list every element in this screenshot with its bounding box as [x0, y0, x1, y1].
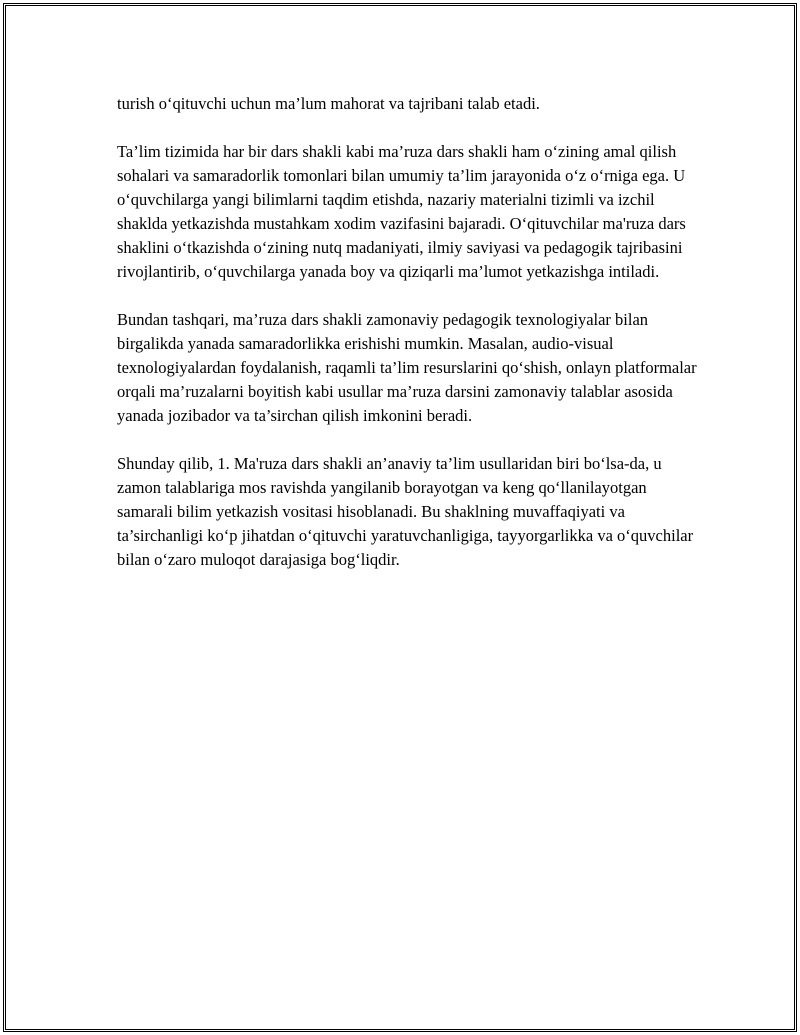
paragraph-continuation: turish o‘qituvchi uchun ma’lum mahorat va tajribani talab etadi. [117, 94, 540, 113]
paragraph-lecture-role: Ta’lim tizimida har bir dars shakli kabi ma’ruza dars shakli ham o‘zining amal qilish sohalari va samaradorlik tomonlari bilan umumiy ta’lim jarayonida o‘z o‘rniga ega. U o‘quvchilarga yangi bilimlarni taqdim etishda, nazariy materialni tizimli va izchil shaklda yetkazishda mustahkam xodim vazifasini bajaradi. O‘qituvchilar ma'ruza dars shaklini o‘tkazishda o‘zining nutq madaniyati, ilmiy saviyasi va pedagogik tajribasini rivojlantirib, o‘quvchilarga yanada boy va qiziqarli ma’lumot yetkazishga intiladi. [117, 142, 686, 281]
paragraph-modern-technologies: Bundan tashqari, ma’ruza dars shakli zamonaviy pedagogik texnologiyalar bilan birgalikda yanada samaradorlikka erishishi mumkin. Masalan, audio-visual texnologiyalardan foydalanish, raqamli ta’lim resurslarini qo‘shish, onlayn platformalar orqali ma’ruzalarni boyitish kabi usullar ma’ruza darsini zamonaviy talablar asosida yanada jozibador va ta’sirchan qilish imkonini beradi. [117, 310, 697, 425]
paragraph-conclusion: Shunday qilib, 1. Ma'ruza dars shakli an’anaviy ta’lim usullaridan biri bo‘lsa-da, u zamon talablariga mos ravishda yangilanib borayotgan va keng qo‘llanilayotgan samarali bilim yetkazish vositasi hisoblanadi. Bu shaklning muvaffaqiyati va ta’sirchanligi ko‘p jihatdan o‘qituvchi yaratuvchanligiga, tayyorgarlikka va o‘quvchilar bilan o‘zaro muloqot darajasiga bog‘liqdir. [117, 454, 694, 569]
document-body [117, 92, 697, 596]
